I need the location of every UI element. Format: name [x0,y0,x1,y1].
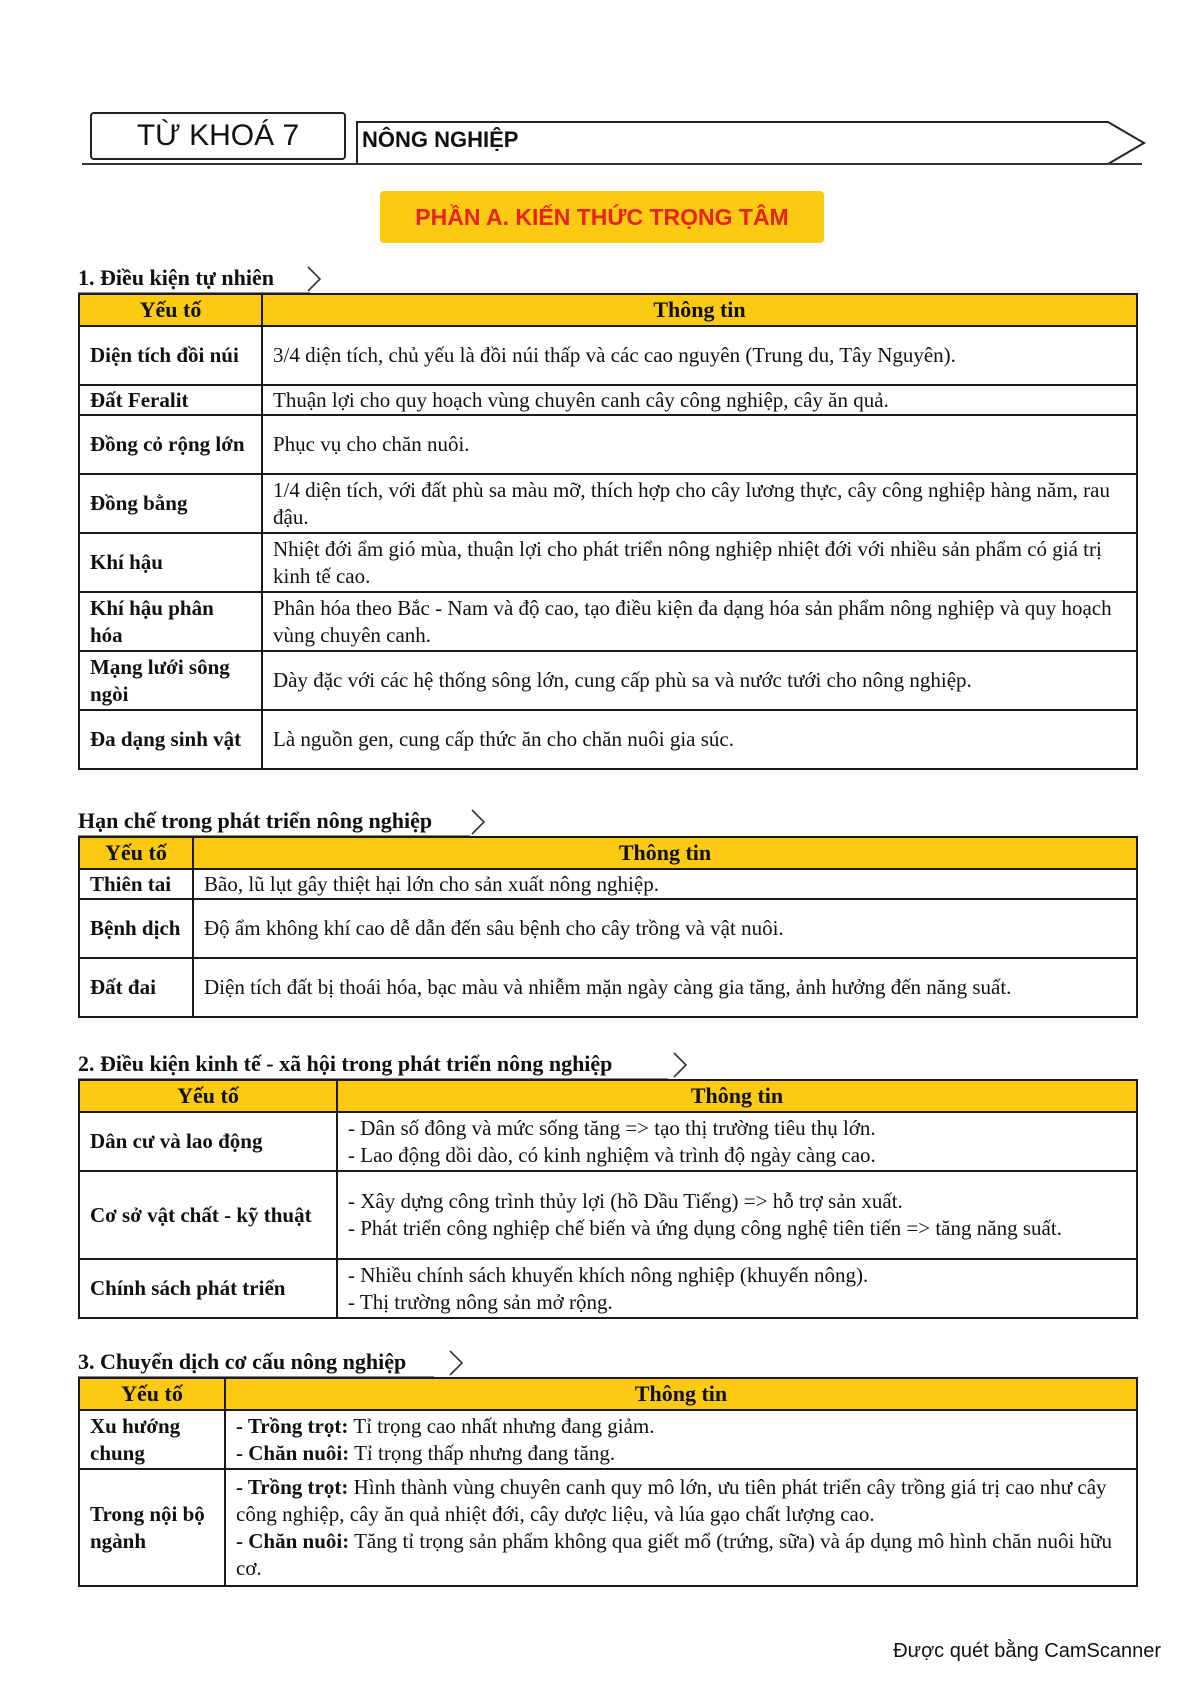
info-cell: Nhiệt đới ẩm gió mùa, thuận lợi cho phát triển nông nghiệp nhiệt đới với nhiều sản phẩm có giá trị kinh tế cao. [262,533,1137,592]
info-line: - Xây dựng công trình thủy lợi (hồ Dầu Tiếng) => hỗ trợ sản xuất. [348,1189,903,1213]
section-title-socio [78,1049,698,1079]
table-row [79,869,1137,899]
section-title-text: 2. Điều kiện kinh tế - xã hội trong phát triển nông nghiệp [78,1051,613,1076]
chevron-right-icon [448,1349,464,1377]
chevron-right-icon [470,808,486,836]
header-rule [82,163,1142,165]
keyword-label: TỪ KHOÁ 7 [136,119,300,152]
info-line [236,1528,1126,1582]
topic-bar [356,121,1146,165]
table-row [79,1259,1137,1318]
factor-cell: Khí hậu phân hóa [79,592,262,651]
info-line [236,1413,1126,1440]
info-cell: Thuận lợi cho quy hoạch vùng chuyên canh cây công nghiệp, cây ăn quả. [262,385,1137,415]
table-header-row [79,294,1137,326]
factor-cell: Cơ sở vật chất - kỹ thuật [79,1171,337,1259]
table-row [79,651,1137,710]
table-row [79,1410,1137,1469]
info-cell: Dày đặc với các hệ thống sông lớn, cung cấp phù sa và nước tưới cho nông nghiệp. [262,651,1137,710]
info-cell [337,1171,1137,1259]
factor-cell: Đất Feralit [79,385,262,415]
info-cell: Độ ẩm không khí cao dễ dẫn đến sâu bệnh cho cây trồng và vật nuôi. [193,899,1137,958]
factor-cell: Bệnh dịch [79,899,193,958]
info-line [236,1474,1126,1528]
column-header-factor: Yếu tố [79,837,193,869]
table-row [79,1171,1137,1259]
info-line-text: Tỉ trọng thấp nhưng đang tăng. [349,1440,616,1465]
table-row [79,1469,1137,1586]
info-line-lead: - Chăn nuôi: [236,1440,350,1465]
info-line-text: Tỉ trọng cao nhất nhưng đang giảm. [348,1413,655,1438]
socio-economic-table [78,1079,1138,1319]
section-title-text: Hạn chế trong phát triển nông nghiệp [78,808,433,833]
chevron-right-icon [306,265,322,293]
section-title-limits [78,806,498,836]
info-line: - Dân số đông và mức sống tăng => tạo thị trường tiêu thụ lớn. [348,1115,876,1140]
info-cell: Phục vụ cho chăn nuôi. [262,415,1137,474]
column-header-factor: Yếu tố [79,1080,337,1112]
column-header-info: Thông tin [225,1378,1137,1410]
table-row [79,385,1137,415]
table-row [79,958,1137,1017]
table-row [79,592,1137,651]
section-title-shift [78,1347,478,1377]
info-cell [337,1259,1137,1318]
info-cell: 3/4 diện tích, chủ yếu là đồi núi thấp và các cao nguyên (Trung du, Tây Nguyên). [262,326,1137,385]
info-line-text: Tăng tỉ trọng sản phẩm không qua giết mổ (trứng, sữa) và áp dụng mô hình chăn nuôi hữu cơ. [236,1528,1113,1580]
column-header-factor: Yếu tố [79,1378,225,1410]
info-cell [225,1469,1137,1586]
section-title-text: 3. Chuyển dịch cơ cấu nông nghiệp [78,1349,407,1374]
factor-cell: Xu hướng chung [79,1410,225,1469]
limitations-table [78,836,1138,1018]
section-title-natural [78,263,318,293]
table-header-row [79,837,1137,869]
info-cell: Diện tích đất bị thoái hóa, bạc màu và nhiễm mặn ngày càng gia tăng, ảnh hưởng đến năng suất. [193,958,1137,1017]
column-header-info: Thông tin [193,837,1137,869]
info-line [236,1440,1126,1467]
keyword-box [90,112,346,160]
factor-cell: Đất đai [79,958,193,1017]
table-header-row [79,1378,1137,1410]
info-line-lead: - Trồng trọt: [236,1474,349,1499]
scanner-watermark: Được quét bằng CamScanner [893,1640,1161,1662]
column-header-info: Thông tin [262,294,1137,326]
info-line-text: Hình thành vùng chuyên canh quy mô lớn, ưu tiên phát triển cây trồng giá trị cao như cây công nghiệp, cây ăn quả nhiệt đới, cây dược liệu, và lúa gạo chất lượng cao. [236,1474,1107,1526]
info-line: - Nhiều chính sách khuyến khích nông nghiệp (khuyến nông). [348,1262,869,1287]
table-row [79,533,1137,592]
chevron-right-icon [672,1051,688,1079]
table-header-row [79,1080,1137,1112]
column-header-factor: Yếu tố [79,294,262,326]
factor-cell: Đồng cỏ rộng lớn [79,415,262,474]
info-cell [225,1410,1137,1469]
info-cell: Bão, lũ lụt gây thiệt hại lớn cho sản xuất nông nghiệp. [193,869,1137,899]
factor-cell: Dân cư và lao động [79,1112,337,1171]
info-line-lead: - Chăn nuôi: [236,1528,350,1553]
table-row [79,474,1137,533]
info-line: - Phát triển công nghiệp chế biến và ứng dụng công nghệ tiên tiến => tăng năng suất. [348,1216,1062,1240]
section-title-text: 1. Điều kiện tự nhiên [78,265,274,290]
factor-cell: Mạng lưới sông ngòi [79,651,262,710]
factor-cell: Chính sách phát triển [79,1259,337,1318]
info-cell: Phân hóa theo Bắc - Nam và độ cao, tạo điều kiện đa dạng hóa sản phẩm nông nghiệp và quy hoạch vùng chuyên canh. [262,592,1137,651]
info-line: - Lao động dồi dào, có kinh nghiệm và trình độ ngày càng cao. [348,1142,876,1167]
factor-cell: Đồng bằng [79,474,262,533]
info-line-lead: - Trồng trọt: [236,1413,349,1438]
part-title: PHẦN A. KIẾN THỨC TRỌNG TÂM [415,203,789,230]
info-cell: 1/4 diện tích, với đất phù sa màu mỡ, thích hợp cho cây lương thực, cây công nghiệp hàng năm, rau đậu. [262,474,1137,533]
natural-conditions-table [78,293,1138,770]
factor-cell: Trong nội bộ ngành [79,1469,225,1586]
factor-cell: Đa dạng sinh vật [79,710,262,769]
table-row [79,326,1137,385]
info-cell: Là nguồn gen, cung cấp thức ăn cho chăn nuôi gia súc. [262,710,1137,769]
table-row [79,1112,1137,1171]
topic-label: NÔNG NGHIỆP [362,127,519,152]
factor-cell: Khí hậu [79,533,262,592]
info-line: - Thị trường nông sản mở rộng. [348,1289,613,1314]
factor-cell: Thiên tai [79,869,193,899]
table-row [79,710,1137,769]
factor-cell: Diện tích đồi núi [79,326,262,385]
part-banner [380,191,824,243]
table-row [79,415,1137,474]
info-cell [337,1112,1137,1171]
structural-shift-table [78,1377,1138,1587]
column-header-info: Thông tin [337,1080,1137,1112]
table-row [79,899,1137,958]
